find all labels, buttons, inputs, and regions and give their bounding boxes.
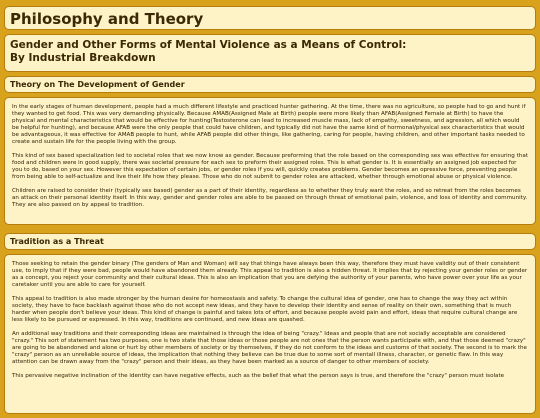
site-header	[4, 6, 536, 30]
section-body-tradition	[4, 254, 536, 414]
paragraph: This appeal to tradition is also made stronger by the human desire for homeostasis and safety. To change the cultural idea of gender, one has to change the way they act within society, they have to face backlash against those who do not accept new ideas, and they have to develop their identity and sense of reality on their own, something that is much harder when people don't believe your ideas. This kind of change is painful and takes lots of effort, and because people avoid pain and effort, ideas that require cultural change are less likely to be pursued or expressed. In this way, traditions are continued, and new ideas are quashed.	[12, 296, 518, 323]
paragraph: Those seeking to retain the gender binary (The genders of Man and Woman) will say that things have always been this way, therefore they must have validity out of their consistent use, to imply that if they were bad, people would have abandoned them already. This appeal to tradition is also a hidden threat. It implies that by rejecting your gender roles or gender as a concept, you reject your community and their cultural ideas. This is also an implication that you are defying the authority of your parents, who have power over your life as your caretaker until you are able to care for yourself.	[12, 261, 528, 288]
paragraph: This pervasive negative inclination of the identity can have negative effects, such as the belief that what the person says is true, and therefore the "crazy" person must isolate	[12, 373, 505, 379]
article-header	[4, 34, 536, 72]
article-title-line-2: By Industrial Breakdown	[10, 52, 156, 64]
paragraph: This kind of sex based specialization led to societal roles that we now know as gender. Because preforming that the role based on the corresponding sex was effective for ensuring that food and children were in good supply, there was societal pressure for each sex to preform their assigned roles. This is what gender is. It is essentially an assigned job expected for you to do, based on your sex. However this expectation of certain jobs, or gender roles if you will, quickly creates problems. Gender becomes an opressive force, preventing people from being able to self-actualize and live their life how they please. Those who do not submit to gender roles are attacked, whether through emotional abuse or physical violence.	[12, 153, 528, 180]
page-wrapper	[4, 6, 536, 418]
article-title-line-1: Gender and Other Forms of Mental Violence as a Means of Control:	[10, 39, 407, 51]
section-heading-development	[4, 76, 536, 93]
paragraph: An additional way traditions and their corresponding ideas are maintained is through the idea of being "crazy." Ideas and people that are not socially acceptable are considered "crazy." This sort of statement has two purposes, one is two state that those ideas or those people are not ones that the person wants participate with, and that those deemed "crazy" are going to be abandoned and alone or hurt by other members of society or by themselves, if they do not conform to the ideas and customs of that society. The second is to mark the "crazy" person as an unreliable source of ideas, the implication that nothing they believe can be true due to some sort of mentall illness, character, or genetic flaw. In this way attention can be drawn away from the "crazy" person and their ideas, as they have been marked as a source of danger to other members of society.	[12, 331, 528, 365]
section-heading-tradition	[4, 233, 536, 250]
paragraph: In the early stages of human development, people had a much different lifestyle and practiced hunter gathering. At the time, there was no agriculture, so people had to go and hunt if they wanted to get food. This was very demanding physically. Because AMAB(Assigned Male at Birth) people were more likely than AFAB(Assigned Female at Birth) to have the physical and mental characteristics that would be effective for hunting(Testosterone can lead to increased muscle mass, lack of empathy, sweetness, and agression, all which would be helpful for hunting), and because AFAB were the only people that could have children, and typically did not have the same kind of hormonal/physical sex characteristics that would be advantageous, it was effective for AMAB people to hunt, while AFAB people did other things, like gathering, caring for people, having children, and other important tasks needed to create and sustain life for the people living with the group.	[12, 104, 526, 145]
site-title[interactable]: Philosophy and Theory	[10, 10, 204, 28]
section-heading-text: Theory on The Development of Gender	[10, 80, 185, 89]
section-body-development	[4, 97, 536, 225]
paragraph: Children are raised to consider their (typically sex based) gender as a part of their identity, regardless as to whether they truly want the roles, and so retreat from the roles becomes an attack on their personal identity itself. In this way, gender and gender roles are able to be passed on through threat of emotional pain, violence, and loss of identity and community. They are also passed on by appeal to tradition.	[12, 188, 528, 208]
section-heading-text: Tradition as a Threat	[10, 237, 104, 246]
